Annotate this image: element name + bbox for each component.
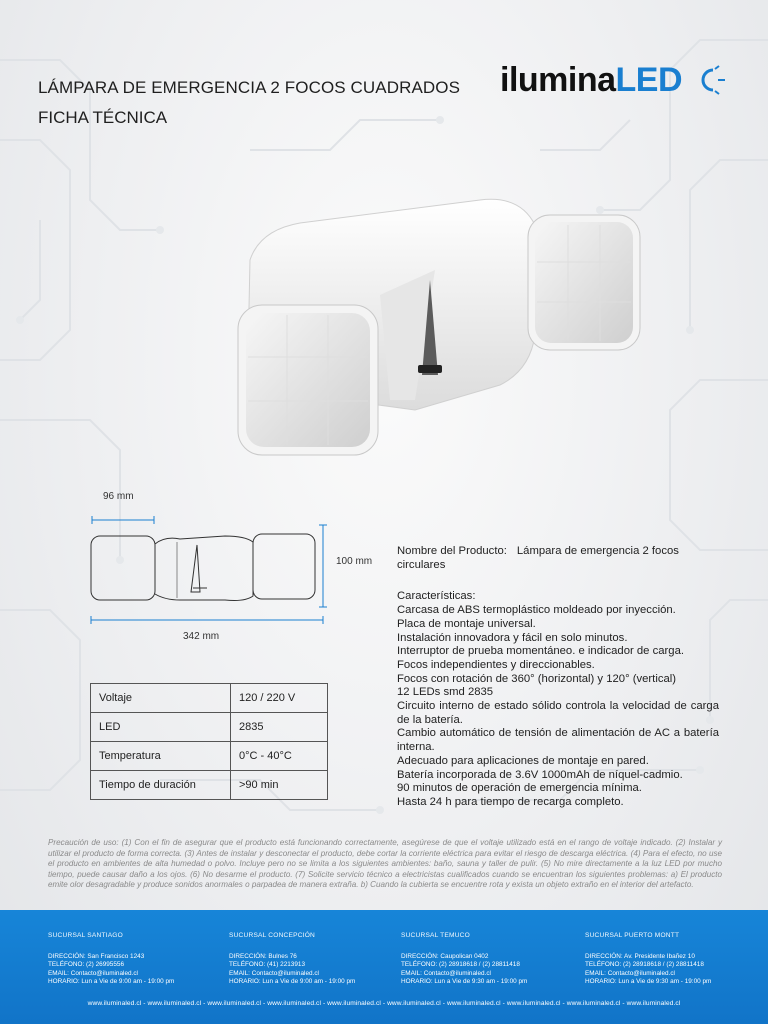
branch-concepcion bbox=[229, 932, 404, 987]
product-description bbox=[397, 545, 719, 810]
branch-name: SUCURSAL TEMUCO bbox=[401, 932, 470, 939]
feature-item: 90 minutos de operación de emergencia mínima. bbox=[397, 782, 642, 795]
branch-temuco bbox=[401, 932, 576, 987]
dimension-width-total: 342 mm bbox=[183, 631, 220, 642]
branch-name: SUCURSAL SANTIAGO bbox=[48, 932, 123, 939]
table-row bbox=[91, 684, 328, 713]
branch-hours: HORARIO: Lun a Vie de 9:30 am - 19:00 pm bbox=[585, 978, 712, 986]
branch-address: DIRECCIÓN: Av. Presidente Ibañez 10 bbox=[585, 952, 695, 960]
branch-address: DIRECCIÓN: Bulnes 76 bbox=[229, 952, 297, 960]
spec-label: Voltaje bbox=[91, 684, 231, 713]
feature-item: Circuito interno de estado sólido controla la velocidad de carga de la batería. bbox=[397, 700, 719, 726]
logo-text-ilumina: ilumina bbox=[500, 61, 616, 99]
feature-item: Carcasa de ABS termoplástico moldeado por inyección. bbox=[397, 604, 676, 617]
branch-name: SUCURSAL CONCEPCIÓN bbox=[229, 932, 315, 939]
feature-item: Focos con rotación de 360° (horizontal) y 120° (vertical) bbox=[397, 672, 677, 685]
spec-value: 2835 bbox=[231, 713, 328, 742]
branch-hours: HORARIO: Lun a Vie de 9:00 am - 19:00 pm bbox=[229, 978, 356, 986]
dimension-height: 100 mm bbox=[336, 556, 373, 567]
right-lamp-head bbox=[528, 215, 640, 350]
led-bulb-icon bbox=[700, 65, 726, 95]
branch-phone: TELÉFONO: (2) 28918618 / (2) 28811418 bbox=[585, 961, 704, 969]
feature-item: Instalación innovadora y fácil en solo minutos. bbox=[397, 631, 628, 644]
branch-name: SUCURSAL PUERTO MONTT bbox=[585, 932, 680, 939]
product-name-label: Nombre del Producto: bbox=[397, 545, 507, 557]
feature-item: Placa de montaje universal. bbox=[397, 617, 536, 630]
feature-item: Interruptor de prueba momentáneo. e indicador de carga. bbox=[397, 645, 684, 658]
page-subtitle: FICHA TÉCNICA bbox=[38, 108, 168, 127]
dimension-drawing bbox=[85, 512, 345, 632]
branch-hours: HORARIO: Lun a Vie de 9:30 am - 19:00 pm bbox=[401, 978, 528, 986]
branch-email: EMAIL: Contacto@iluminaled.cl bbox=[48, 969, 138, 977]
branch-phone: TELÉFONO: (2) 26995556 bbox=[48, 961, 125, 969]
branch-address: DIRECCIÓN: Caupolican 0402 bbox=[401, 952, 489, 960]
product-name-value: Lámpara de emergencia 2 focos circulares bbox=[397, 545, 679, 571]
branch-puerto-montt bbox=[585, 932, 760, 987]
feature-item: Adecuado para aplicaciones de montaje en pared. bbox=[397, 754, 649, 767]
branch-phone: TELÉFONO: (2) 28918618 / (2) 28811418 bbox=[401, 961, 520, 969]
branch-phone: TELÉFONO: (41) 2213913 bbox=[229, 961, 306, 969]
branch-email: EMAIL: Contacto@iluminaled.cl bbox=[585, 969, 675, 977]
branch-email: EMAIL: Contacto@iluminaled.cl bbox=[401, 969, 491, 977]
feature-item: Hasta 24 h para tiempo de recarga completo. bbox=[397, 795, 624, 808]
left-lamp-head bbox=[238, 305, 378, 455]
table-row bbox=[91, 742, 328, 771]
spec-label: Temperatura bbox=[91, 742, 231, 771]
website-links[interactable]: www.iluminaled.cl - www.iluminaled.cl - www.iluminaled.cl - www.iluminaled.cl - www.iluminaled.cl - www.iluminaled.cl - www.iluminaled.cl - www.iluminaled.cl - www.iluminaled.cl - www.iluminaled.cl bbox=[87, 1000, 681, 1007]
caution-notice: Precaución de uso: (1) Con el fin de asegurar que el producto está funcionando correctamente, asegúrese de que el voltaje utilizado está en el rango de voltaje indicado. (2) Instalar y utilizar el producto de forma correcta. (3) Antes de instalar y desconectar el producto, debe cortar la corriente eléctrica para evitar el riesgo de descarga eléctrica. (4) Para el efecto, no use el producto en ambientes de alta humedad o polvo. Incluye pero no se limita a los siguientes ambientes: baño, sauna y taller de pulir. (5) No mire directamente a la luz LED por mucho tiempo, puede causar daño a los ojos. (6) No desarme el producto. (7) Solicite servicio técnico a electricistas cualificados cuando se encuentran los siguientes problemas: a) El producto emite olor desagradable y produce sonidos anormales o parpadea de manera extraña. b) Cuando la cubierta se encuentre rota y exista un objeto extraño en el interior del artefacto. bbox=[48, 838, 722, 890]
spec-value: 0°C - 40°C bbox=[231, 742, 328, 771]
feature-item: Cambio automático de tensión de alimentación de AC a batería interna. bbox=[397, 727, 719, 754]
logo-text-led: LED bbox=[615, 61, 683, 99]
feature-item: 12 LEDs smd 2835 bbox=[397, 686, 494, 699]
spec-table bbox=[90, 683, 328, 800]
spec-label: LED bbox=[91, 713, 231, 742]
branch-address: DIRECCIÓN: San Francisco 1243 bbox=[48, 952, 145, 960]
features-heading: Características: bbox=[397, 590, 476, 603]
branch-santiago bbox=[48, 932, 223, 987]
spec-value: 120 / 220 V bbox=[231, 684, 328, 713]
spec-value: >90 min bbox=[231, 771, 328, 800]
table-row bbox=[91, 771, 328, 800]
table-row bbox=[91, 713, 328, 742]
branch-hours: HORARIO: Lun a Vie de 9:00 am - 19:00 pm bbox=[48, 978, 175, 986]
feature-item: Batería incorporada de 3.6V 1000mAh de níquel-cadmio. bbox=[397, 768, 683, 781]
page-title: LÁMPARA DE EMERGENCIA 2 FOCOS CUADRADOS bbox=[38, 78, 461, 97]
footer bbox=[0, 910, 768, 1024]
product-name-row bbox=[397, 545, 719, 572]
product-photo bbox=[230, 185, 650, 480]
brand-logo bbox=[500, 58, 730, 102]
spec-label: Tiempo de duración bbox=[91, 771, 231, 800]
branch-email: EMAIL: Contacto@iluminaled.cl bbox=[229, 969, 319, 977]
feature-item: Focos independientes y direccionables. bbox=[397, 658, 595, 671]
dimension-width-small: 96 mm bbox=[103, 491, 134, 502]
